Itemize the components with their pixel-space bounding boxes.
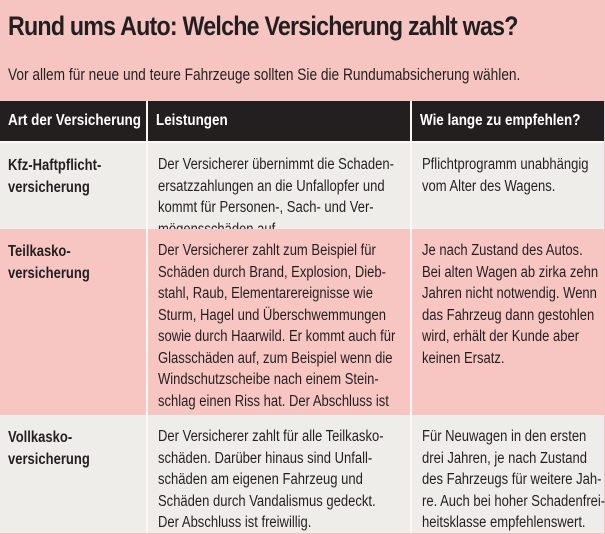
empfehlung-text bbox=[422, 154, 588, 197]
text-line: stahl, Raub, Elementarereignisse wie bbox=[158, 285, 373, 302]
text-line: versicherung bbox=[8, 179, 90, 196]
text-line: vom Alter des Wagens. bbox=[422, 177, 556, 195]
text-line: re. Auch bei hoher Schadenfrei- bbox=[422, 492, 605, 510]
insurance-type-label bbox=[8, 427, 90, 471]
text-line: drei Jahren, je nach Zustand bbox=[422, 449, 588, 467]
text-line: wird, erhält der Kunde aber bbox=[422, 328, 580, 345]
insurance-type-cell bbox=[0, 229, 146, 415]
text-line: Für Neuwagen in den ersten bbox=[422, 428, 587, 445]
empfehlung-cell bbox=[410, 415, 604, 533]
empfehlung-cell bbox=[410, 143, 604, 229]
insurance-type-label bbox=[8, 241, 90, 285]
column-header-leistungen bbox=[146, 101, 410, 141]
empfehlung-cell bbox=[410, 229, 604, 415]
table-row bbox=[0, 413, 604, 531]
leistungen-text bbox=[158, 240, 395, 434]
text-line: Der Versicherer zahlt für alle Teilkasko- bbox=[158, 428, 384, 445]
text-line: Vollkasko- bbox=[8, 429, 73, 446]
text-line: heitsklasse empfehlenswert. bbox=[422, 514, 586, 531]
column-header-label: Wie lange zu empfehlen? bbox=[420, 112, 581, 129]
text-line: Kfz-Haftpflicht- bbox=[8, 157, 102, 174]
text-line: Bei alten Wagen ab zirka zehn bbox=[422, 263, 599, 281]
text-line: ersatzzahlungen an die Unfallopfer und bbox=[158, 177, 385, 195]
table-header-row bbox=[0, 101, 604, 141]
text-line: schlag einen Riss hat. Der Abschluss ist bbox=[158, 392, 389, 410]
leistungen-text bbox=[158, 154, 394, 240]
leistungen-cell bbox=[146, 143, 410, 229]
text-line: Glasschäden auf, zum Beispiel wenn die bbox=[158, 349, 393, 367]
text-line: das Fahrzeug dann gestohlen bbox=[422, 306, 595, 324]
text-line: Schäden durch Vandalismus gedeckt. bbox=[158, 492, 376, 510]
text-line: sowie durch Haarwild. Er kommt auch für bbox=[158, 328, 396, 345]
text-line: Jahren nicht notwendig. Wenn bbox=[422, 285, 597, 302]
text-line: Windschutzscheibe nach einem Stein- bbox=[158, 371, 379, 388]
column-header-label: Leistungen bbox=[156, 112, 228, 129]
leistungen-cell bbox=[146, 229, 410, 415]
text-line: versicherung bbox=[8, 265, 90, 282]
text-line: Der Versicherer zahlt zum Beispiel für bbox=[158, 242, 376, 259]
insurance-type-cell bbox=[0, 143, 146, 229]
text-line: kommt für Personen-, Sach- und Ver- bbox=[158, 199, 374, 216]
insurance-type-label bbox=[8, 155, 101, 199]
empfehlung-text bbox=[422, 240, 598, 369]
text-line: versicherung bbox=[8, 451, 90, 468]
text-line: Der Versicherer übernimmt die Schaden- bbox=[158, 156, 394, 173]
leistungen-text bbox=[158, 426, 384, 534]
table-row bbox=[0, 227, 604, 413]
empfehlung-text bbox=[422, 426, 605, 534]
text-line: Je nach Zustand des Autos. bbox=[422, 242, 583, 259]
column-header-label: Art der Versicherung bbox=[8, 112, 141, 129]
page-title: Rund ums Auto: Welche Versicherung zahlt was? bbox=[8, 11, 518, 41]
text-line: Teilkasko- bbox=[8, 243, 71, 260]
table-row bbox=[0, 141, 604, 227]
page-subtitle: Vor allem für neue und teure Fahrzeuge sollten Sie die Rundumabsicherung wählen. bbox=[8, 66, 521, 84]
text-line: schäden. Darüber hinaus sind Unfall- bbox=[158, 449, 373, 467]
leistungen-cell bbox=[146, 415, 410, 533]
column-header-empfehlung bbox=[410, 101, 604, 141]
text-line: Pflichtprogramm unabhängig bbox=[422, 156, 589, 173]
text-line: des Fahrzeugs für weitere Jah- bbox=[422, 471, 602, 488]
text-line: Der Abschluss ist freiwillig. bbox=[158, 514, 312, 531]
text-line: Sturm, Hagel und Überschwemmungen bbox=[158, 306, 386, 324]
text-line: Schäden durch Brand, Explosion, Dieb- bbox=[158, 263, 386, 281]
insurance-type-cell bbox=[0, 415, 146, 533]
insurance-table bbox=[0, 101, 604, 531]
title-area bbox=[0, 0, 604, 100]
text-line: keinen Ersatz. bbox=[422, 349, 505, 367]
text-line: schäden am eigenen Fahrzeug und bbox=[158, 471, 363, 488]
column-header-type bbox=[0, 101, 146, 141]
